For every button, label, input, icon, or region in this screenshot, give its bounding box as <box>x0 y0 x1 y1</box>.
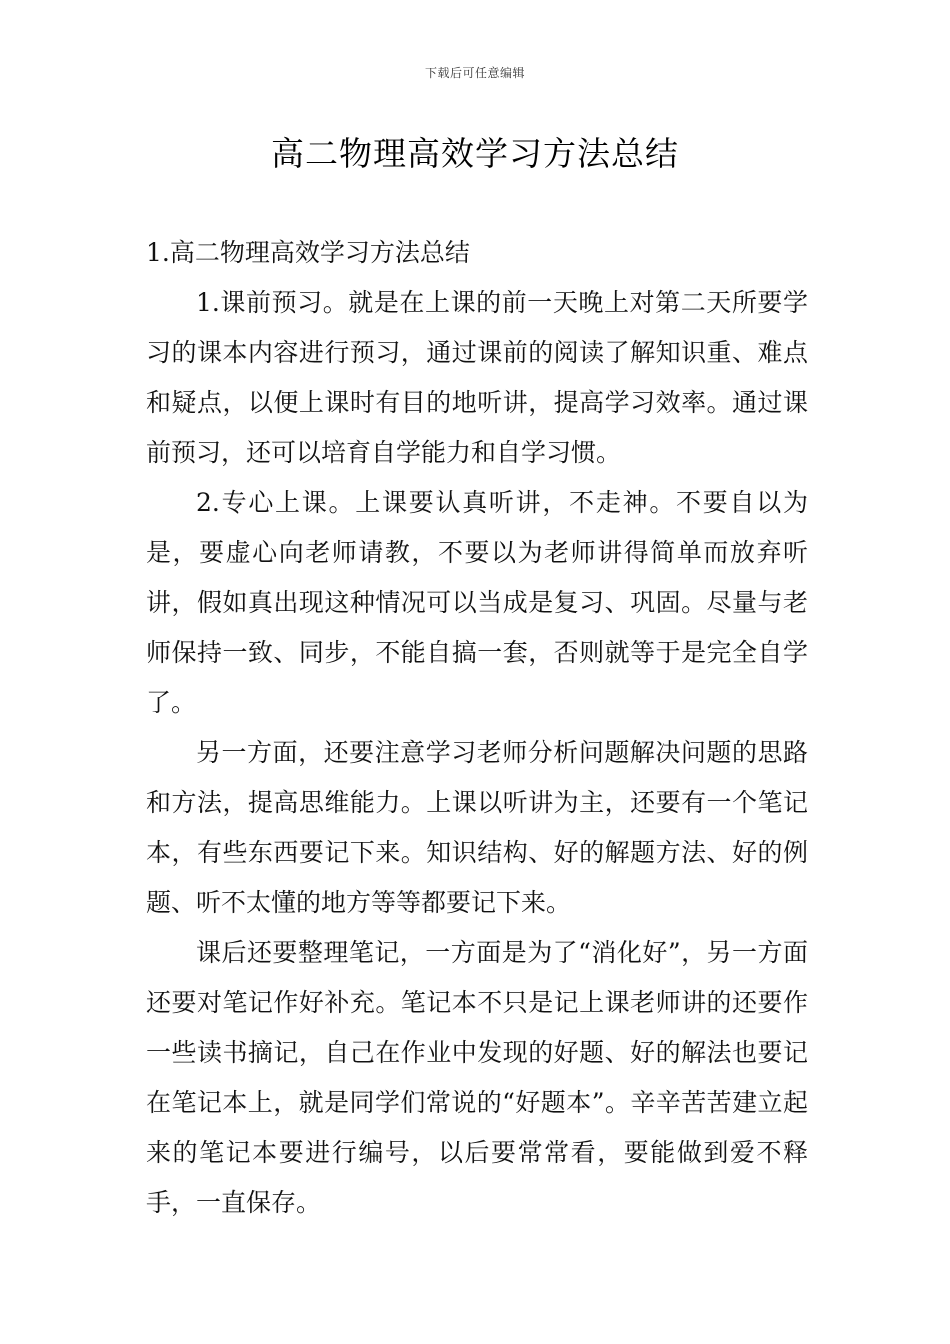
header-note: 下载后可任意编辑 <box>424 66 525 80</box>
paragraph-preview: 1.课前预习。就是在上课的前一天晚上对第二天所要学习的课本内容进行预习，通过课前的阅读了解知识重、难点和疑点，以便上课时有目的地听讲，提高学习效率。通过课前预习，还可以培育自学能力和自学习惯。 <box>146 288 808 467</box>
document-title: 高二物理高效学习方法总结 <box>271 134 679 173</box>
document-body <box>146 228 808 1228</box>
section-heading: 1.高二物理高效学习方法总结 <box>146 238 470 267</box>
paragraph-organize-notes: 课后还要整理笔记，一方面是为了“消化好”，另一方面还要对笔记作好补充。笔记本不只是记上课老师讲的还要作一些读书摘记，自己在作业中发现的好题、好的解法也要记在笔记本上，就是同学们常说的“好题本”。辛辛苦苦建立起来的笔记本要进行编号，以后要常常看，要能做到爱不释手，一直保存。 <box>146 938 808 1217</box>
paragraph-attend-class: 2.专心上课。上课要认真听讲，不走神。不要自以为是，要虚心向老师请教，不要以为老师讲得简单而放弃听讲，假如真出现这种情况可以当成是复习、巩固。尽量与老师保持一致、同步，不能自搞一套，否则就等于是完全自学了。 <box>146 488 808 717</box>
paragraph-thinking-notes: 另一方面，还要注意学习老师分析问题解决问题的思路和方法，提高思维能力。上课以听讲为主，还要有一个笔记本，有些东西要记下来。知识结构、好的解题方法、好的例题、听不太懂的地方等等都要记下来。 <box>146 738 808 917</box>
